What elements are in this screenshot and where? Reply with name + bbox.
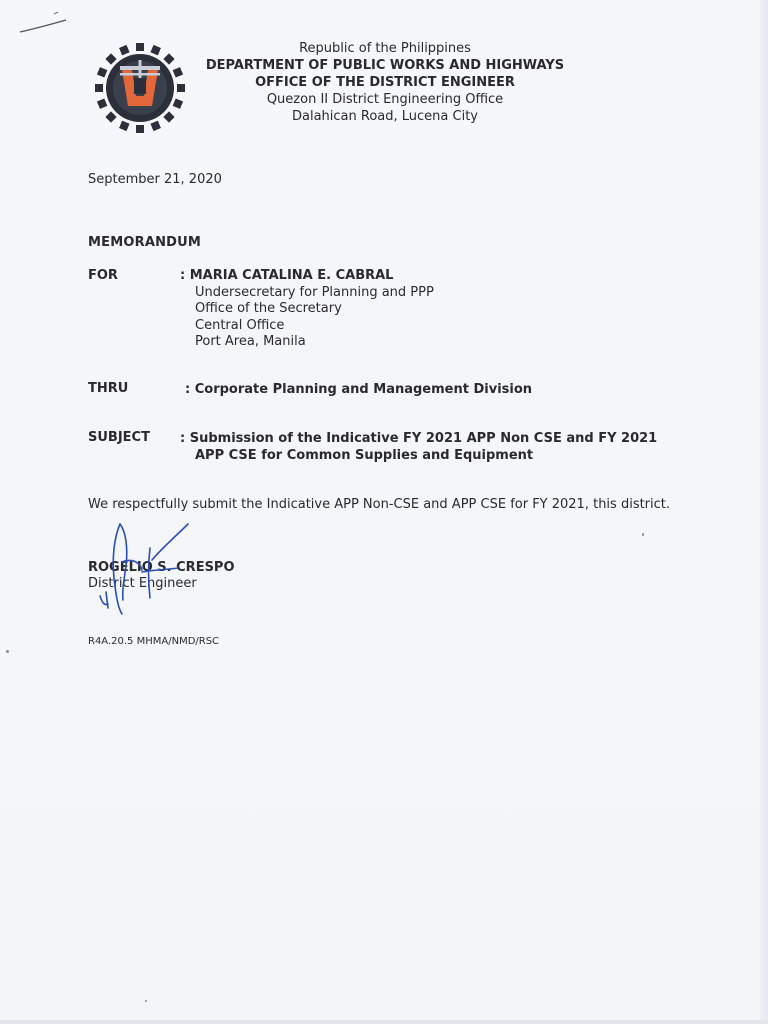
office-address: Dalahican Road, Lucena City <box>292 109 478 124</box>
scan-bottom-edge <box>0 1020 768 1024</box>
scan-edge-shadow <box>760 0 768 1024</box>
gear-tooth <box>136 43 144 51</box>
recipient-location: Port Area, Manila <box>195 334 306 349</box>
gear-tooth <box>119 45 129 55</box>
gear-tooth <box>136 125 144 133</box>
recipient-name: : MARIA CATALINA E. CABRAL <box>180 268 394 283</box>
district-office-name: Quezon II District Engineering Office <box>266 92 504 107</box>
scan-speck <box>642 533 644 536</box>
subject-line-2: APP CSE for Common Supplies and Equipment <box>195 447 534 463</box>
department-name: DEPARTMENT OF PUBLIC WORKS AND HIGHWAYS <box>205 58 565 73</box>
subject-value <box>180 431 660 464</box>
gear-tooth <box>97 67 107 77</box>
gear-tooth <box>105 111 116 122</box>
subject-label: SUBJECT <box>88 430 150 445</box>
signatory-name: ROGELIO S. CRESPO <box>88 560 235 575</box>
thru-value: : Corporate Planning and Management Division <box>185 382 533 397</box>
republic-line: Republic of the Philippines <box>299 41 471 56</box>
for-recipient-block <box>180 268 434 351</box>
scan-speck <box>145 1000 147 1002</box>
memo-title: MEMORANDUM <box>88 235 202 250</box>
recipient-position: Undersecretary for Planning and PPP <box>195 284 434 300</box>
handwritten-signature <box>92 518 202 618</box>
gear-tooth <box>150 45 160 55</box>
gear-tooth <box>105 53 116 64</box>
signatory-title: District Engineer <box>88 576 197 591</box>
gear-tooth <box>150 121 160 131</box>
recipient-central-office: Central Office <box>195 317 285 333</box>
recipient-office: Office of the Secretary <box>195 301 342 316</box>
for-label: FOR <box>88 268 118 283</box>
thru-label: THRU <box>88 381 129 396</box>
letterhead <box>170 40 600 125</box>
gear-tooth <box>95 84 103 92</box>
scan-speck <box>6 650 9 653</box>
gear-tooth <box>97 98 107 108</box>
memo-date: September 21, 2020 <box>88 172 222 187</box>
reference-code: R4A.20.5 MHMA/NMD/RSC <box>88 636 220 647</box>
office-name: OFFICE OF THE DISTRICT ENGINEER <box>255 75 515 90</box>
subject-line-1: : Submission of the Indicative FY 2021 APP Non CSE and FY 2021 <box>180 431 658 446</box>
memo-body: We respectfully submit the Indicative APP Non-CSE and APP CSE for FY 2021, this district. <box>88 497 671 512</box>
gear-tooth <box>119 121 129 131</box>
pen-mark <box>18 10 78 40</box>
